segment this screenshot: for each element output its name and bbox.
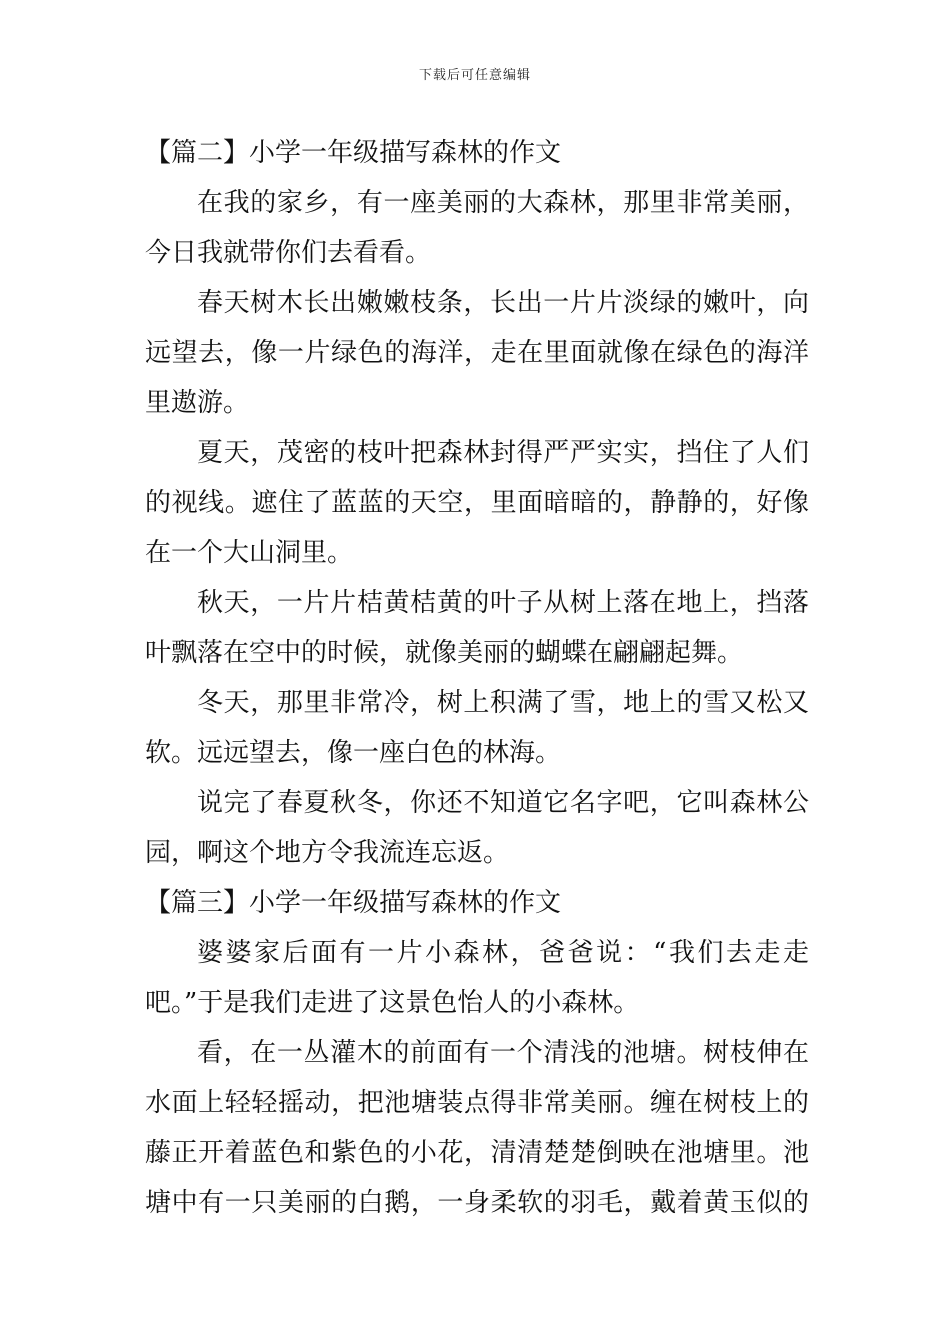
paragraph-line: 软。远远望去，像一座白色的林海。 [145,738,562,768]
paragraph-line: 在一个大山洞里。 [145,538,354,568]
paragraph-line: 春天树木长出嫩嫩枝条，长出一片片淡绿的嫩叶，向 [197,288,809,318]
paragraph-line: 说完了春夏秋冬，你还不知道它名字吧，它叫森林公 [197,788,809,818]
section-title-2: 【篇二】小学一年级描写森林的作文 [145,138,562,168]
paragraph-line: 叶飘落在空中的时候，就像美丽的蝴蝶在翩翩起舞。 [145,638,744,668]
document-body [145,128,809,1228]
paragraph-line: 在我的家乡，有一座美丽的大森林，那里非常美丽， [197,188,809,218]
paragraph-line: 水面上轻轻摇动，把池塘装点得非常美丽。缠在树枝上的 [145,1088,809,1118]
paragraph-line: 的视线。遮住了蓝蓝的天空，里面暗暗的，静静的，好像 [145,488,809,518]
paragraph-line: 夏天，茂密的枝叶把森林封得严严实实，挡住了人们 [197,438,809,468]
paragraph-line: 看，在一丛灌木的前面有一个清浅的池塘。树枝伸在 [197,1038,809,1068]
paragraph-line: 婆婆家后面有一片小森林，爸爸说：“我们去走走 [197,938,809,968]
page-header: 下载后可任意编辑 [418,68,531,83]
paragraph-line: 藤正开着蓝色和紫色的小花，清清楚楚倒映在池塘里。池 [145,1138,809,1168]
section-title-3: 【篇三】小学一年级描写森林的作文 [145,888,562,918]
paragraph-line: 里遨游。 [145,388,250,418]
paragraph-line: 园，啊这个地方令我流连忘返。 [145,838,510,868]
paragraph-line: 塘中有一只美丽的白鹅，一身柔软的羽毛，戴着黄玉似的 [145,1188,809,1218]
paragraph-line: 吧。”于是我们走进了这景色怡人的小森林。 [145,988,640,1018]
paragraph-line: 秋天，一片片桔黄桔黄的叶子从树上落在地上，挡落 [197,588,809,618]
paragraph-line: 今日我就带你们去看看。 [145,238,432,268]
paragraph-line: 冬天，那里非常冷，树上积满了雪，地上的雪又松又 [197,688,809,718]
paragraph-line: 远望去，像一片绿色的海洋，走在里面就像在绿色的海洋 [145,338,809,368]
